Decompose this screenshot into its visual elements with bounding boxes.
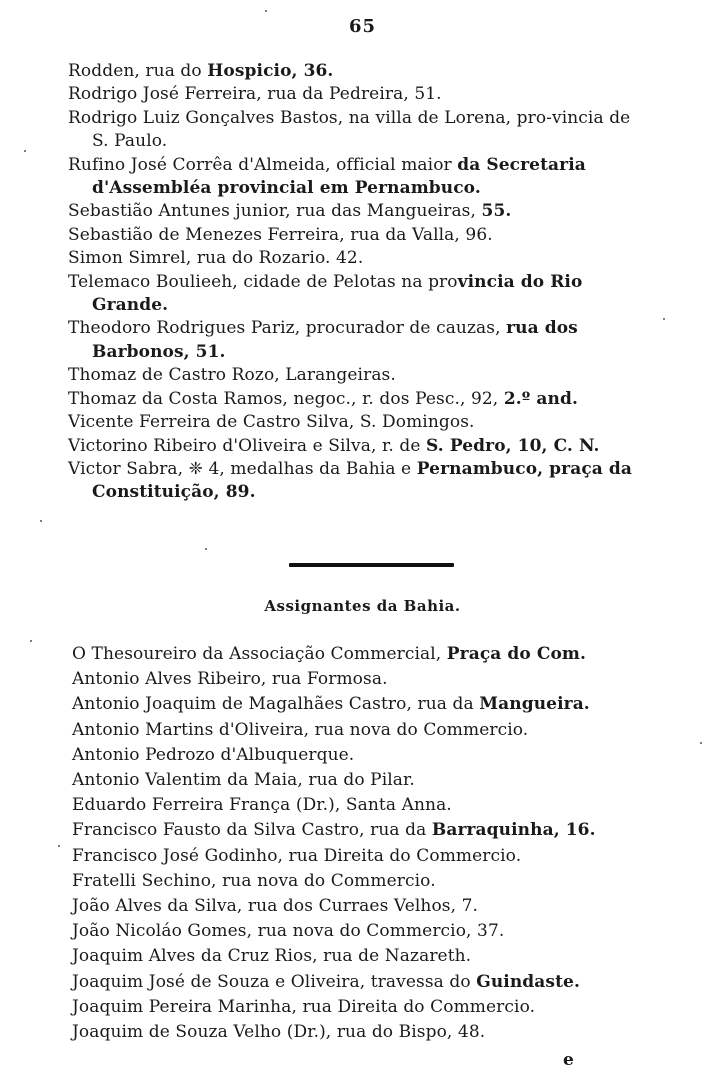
entry-text: Antonio Valentim da Maia, rua do Pilar. [72, 770, 415, 791]
entry-text: Eduardo Ferreira França (Dr.), Santa Anna. [72, 795, 452, 816]
paper-speck [58, 845, 60, 847]
list-item [72, 894, 662, 919]
catchword: e [563, 1050, 574, 1070]
section-heading: Assignantes da Bahia. [264, 597, 461, 615]
entry-bold-text: da Secretaria d'Assembléa provincial em Pernambuco. [92, 154, 586, 199]
entry-text: Joaquim Pereira Marinha, rua Direita do Commercio. [72, 996, 536, 1017]
list-item [72, 793, 662, 818]
entry-bold-text: 2.º and. [503, 388, 578, 409]
list-item [72, 718, 662, 743]
entry-text: João Nicoláo Gomes, rua nova do Commercio, 37. [72, 921, 505, 942]
entry-text: O Thesoureiro da Associação Commercial, [72, 644, 447, 664]
entry-bold-text: Hospicio, 36. [207, 61, 334, 81]
list-item [68, 411, 652, 434]
entry-text: Rodden, rua do [68, 61, 208, 81]
entry-text: Thomaz da Costa Ramos, negoc., r. dos Pesc., 92, [68, 388, 504, 409]
entry-text: Rodrigo Luiz Gonçalves Bastos, na villa de Lorena, pro-vincia de S. Paulo. [68, 107, 631, 152]
list-item [68, 317, 652, 364]
list-item [68, 224, 652, 247]
entry-text: Antonio Alves Ribeiro, rua Formosa. [72, 669, 388, 690]
paper-speck [30, 640, 32, 642]
list-item [68, 458, 652, 505]
entry-bold-text: Mangueira. [479, 694, 590, 715]
list-item [72, 869, 662, 894]
entry-text: Joaquim de Souza Velho (Dr.), rua do Bispo, 48. [72, 1022, 486, 1043]
entry-text: Joaquim José de Souza e Oliveira, travessa do [72, 971, 477, 992]
entry-text: Sebastião Antunes junior, rua das Mangueiras, [68, 201, 482, 222]
list-item [72, 818, 662, 843]
list-item [72, 970, 662, 995]
entry-text: João Alves da Silva, rua dos Curraes Velhos, 7. [72, 896, 479, 917]
entry-bold-text: Pernambuco, praça da Constituição, 89. [92, 458, 633, 503]
entry-text: Simon Simrel, rua do Rozario. 42. [68, 248, 364, 269]
entry-text: Victor Sabra, ❈ 4, medalhas da Bahia e [68, 458, 417, 479]
entry-text: Antonio Joaquim de Magalhães Castro, rua da [72, 694, 480, 715]
entry-text: Antonio Martins d'Oliveira, rua nova do Commercio. [72, 719, 529, 740]
list-item [72, 1020, 662, 1045]
list-item [68, 154, 652, 201]
list-item [68, 247, 652, 270]
list-item [72, 743, 662, 768]
entry-text: Joaquim Alves da Cruz Rios, rua de Nazareth. [72, 946, 472, 967]
entry-text: Vicente Ferreira de Castro Silva, S. Domingos. [68, 412, 475, 433]
entry-text: Telemaco Boulieeh, cidade de Pelotas na pro [68, 271, 458, 292]
entry-text: Rufino José Corrêa d'Almeida, official maior [68, 154, 458, 175]
list-item [68, 83, 652, 106]
list-item [72, 919, 662, 944]
paper-speck [24, 150, 26, 152]
section-divider [289, 563, 454, 567]
entry-bold-text: Guindaste. [476, 971, 580, 992]
entry-text: Sebastião de Menezes Ferreira, rua da Valla, 96. [68, 224, 493, 245]
paper-speck [40, 520, 42, 522]
list-item [68, 271, 652, 318]
entry-text: Thomaz de Castro Rozo, Larangeiras. [68, 365, 396, 386]
list-item [68, 200, 652, 223]
entry-bold-text: rua dos Barbonos, 51. [92, 318, 578, 362]
page-number: 65 [348, 16, 377, 37]
list-item [72, 995, 662, 1020]
entry-bold-text: Barraquinha, 16. [431, 820, 596, 841]
list-item [72, 642, 662, 667]
list-item [72, 692, 662, 717]
entry-text: Victorino Ribeiro d'Oliveira e Silva, r. de [68, 435, 427, 456]
list-item [68, 388, 652, 411]
subscriber-list-bahia [72, 642, 662, 1045]
list-item [68, 364, 652, 387]
paper-speck [700, 742, 702, 744]
entry-text: Fratelli Sechino, rua nova do Commercio. [72, 870, 436, 891]
paper-speck [663, 318, 665, 320]
entry-bold-text: Praça do Com. [446, 644, 587, 664]
entry-text: Antonio Pedrozo d'Albuquerque. [72, 744, 355, 765]
subscriber-list-main [68, 60, 652, 505]
entry-bold-text: 55. [481, 201, 512, 222]
entry-bold-text: vincia do Rio Grande. [92, 271, 583, 316]
paper-speck [265, 10, 267, 12]
list-item [68, 107, 652, 154]
paper-speck [205, 548, 207, 550]
entry-text: Francisco José Godinho, rua Direita do Commercio. [72, 845, 522, 866]
list-item [68, 435, 652, 458]
entry-text: Francisco Fausto da Silva Castro, rua da [72, 820, 432, 841]
list-item [72, 768, 662, 793]
list-item [72, 944, 662, 969]
entry-bold-text: S. Pedro, 10, C. N. [426, 435, 600, 456]
list-item [72, 667, 662, 692]
entry-text: Theodoro Rodrigues Pariz, procurador de cauzas, [68, 318, 507, 339]
list-item [68, 60, 652, 83]
entry-text: Rodrigo José Ferreira, rua da Pedreira, 51. [68, 84, 442, 105]
list-item [72, 844, 662, 869]
